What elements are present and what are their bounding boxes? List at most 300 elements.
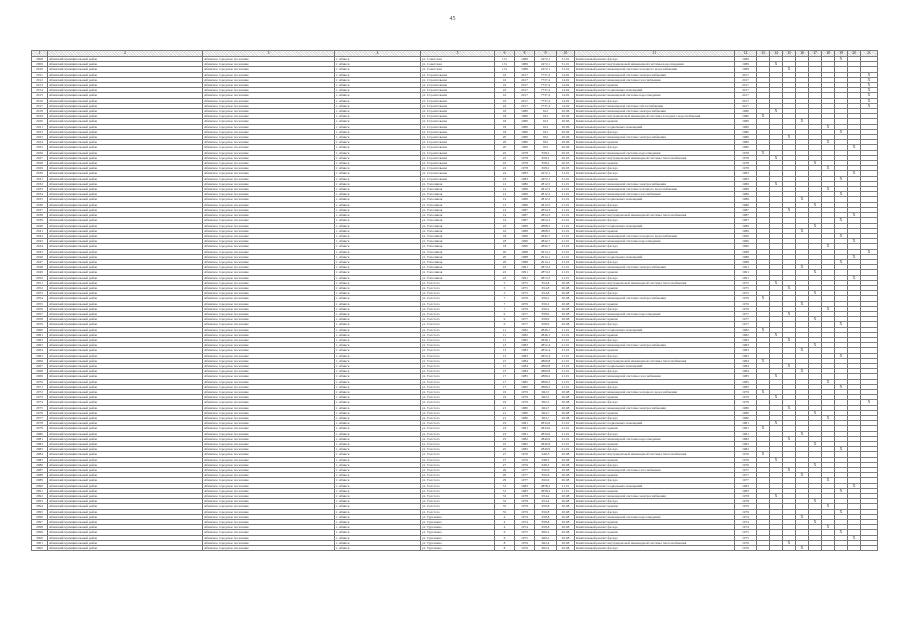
cell-year: 1979 xyxy=(515,509,535,514)
cell-plan: 1974 xyxy=(735,514,757,519)
cell-plan: 1989 xyxy=(735,62,757,67)
cell-m6 xyxy=(822,546,835,551)
cell-street: ул. Тургенева xyxy=(421,520,495,525)
cell-settlement_type: Абинское городское поселение xyxy=(203,296,335,301)
cell-date: 21.01 xyxy=(557,358,575,363)
cell-street: ул. Тополиная xyxy=(421,181,495,186)
cell-settlement_type: Абинское городское поселение xyxy=(203,285,335,290)
cell-num: 2956 xyxy=(32,306,48,311)
cell-settlement_type: Абинское городское поселение xyxy=(203,520,335,525)
cell-year: 1978 xyxy=(515,499,535,504)
cell-year: 1983 xyxy=(515,343,535,348)
cell-settlement_type: Абинское городское поселение xyxy=(203,442,335,447)
cell-work: Капитальный ремонт крыши xyxy=(575,301,735,306)
cell-date: 20.06 xyxy=(557,109,575,114)
cell-area: 7737,4 xyxy=(535,103,557,108)
cell-settlement_type: Абинское городское поселение xyxy=(203,488,335,493)
cell-work: Капитальный ремонт фасада xyxy=(575,166,735,171)
cell-settlement: г. Абинск xyxy=(335,270,421,275)
cell-district: Абинский муниципальный район xyxy=(48,525,203,530)
cell-year: 1986 xyxy=(515,187,535,192)
cell-area: 7737,4 xyxy=(535,77,557,82)
cell-house: 16 xyxy=(495,93,515,98)
cell-date: 20.06 xyxy=(557,145,575,150)
cell-house: 18 xyxy=(495,129,515,134)
cell-m5: X xyxy=(809,202,822,207)
cell-house: 24 xyxy=(495,171,515,176)
cell-work: Капитальный ремонт инженерной системы электроснабжения xyxy=(575,265,735,270)
cell-year: 1978 xyxy=(515,494,535,499)
cell-area: 2874,3 xyxy=(535,270,557,275)
cell-work: Капитальный ремонт внутридомовой инженерной системы теплоснабжения xyxy=(575,155,735,160)
cell-district: Абинский муниципальный район xyxy=(48,390,203,395)
cell-date: 14.02 xyxy=(557,103,575,108)
cell-work: Капитальный ремонт фасада xyxy=(575,171,735,176)
cell-area: 650,6 xyxy=(535,478,557,483)
cell-work: Капитальный ремонт фасада xyxy=(575,447,735,452)
cell-house: 33 xyxy=(495,499,515,504)
cell-m5: X xyxy=(809,317,822,322)
cell-settlement: г. Абинск xyxy=(335,140,421,145)
cell-house: 17 xyxy=(495,374,515,379)
cell-plan: 1979 xyxy=(735,504,757,509)
cell-area: 658,0 xyxy=(535,317,557,322)
cell-year: 1976 xyxy=(515,462,535,467)
cell-work: Капитальный ремонт фасада xyxy=(575,535,735,540)
cell-num: 2983 xyxy=(32,447,48,452)
cell-street: ул. Толстого xyxy=(421,332,495,337)
cell-plan: 1978 xyxy=(735,494,757,499)
cell-year: 1991 xyxy=(515,275,535,280)
cell-num: 2925 xyxy=(32,145,48,150)
cell-num: 2923 xyxy=(32,135,48,140)
cell-num: 2974 xyxy=(32,400,48,405)
cell-district: Абинский муниципальный район xyxy=(48,98,203,103)
cell-num: 2965 xyxy=(32,353,48,358)
cell-date: 31.01 xyxy=(557,62,575,67)
cell-work: Капитальный ремонт фасада xyxy=(575,244,735,249)
cell-area: 612 xyxy=(535,129,557,134)
cell-area: 656,2 xyxy=(535,306,557,311)
cell-area: 2874,3 xyxy=(535,275,557,280)
cell-date: 20.08 xyxy=(557,452,575,457)
cell-settlement_type: Абинское городское поселение xyxy=(203,358,335,363)
cell-street: ул. Толстого xyxy=(421,379,495,384)
cell-house: 29 xyxy=(495,468,515,473)
cell-year: 1981 xyxy=(515,426,535,431)
cell-house: 11 xyxy=(495,327,515,332)
cell-year: 1984 xyxy=(515,363,535,368)
cell-work: Капитальный ремонт фасада xyxy=(575,509,735,514)
cell-work: Капитальный ремонт крыши xyxy=(575,348,735,353)
cell-settlement: г. Абинск xyxy=(335,358,421,363)
cell-year: 1976 xyxy=(515,306,535,311)
cell-settlement_type: Абинское городское поселение xyxy=(203,83,335,88)
cell-district: Абинский муниципальный район xyxy=(48,166,203,171)
cell-settlement: г. Абинск xyxy=(335,109,421,114)
cell-plan: 1982 xyxy=(735,436,757,441)
cell-m5: X xyxy=(809,161,822,166)
cell-house: 6 xyxy=(495,535,515,540)
cell-plan: 1981 xyxy=(735,426,757,431)
cell-date: 21.01 xyxy=(557,483,575,488)
cell-settlement_type: Абинское городское поселение xyxy=(203,327,335,332)
cell-settlement: г. Абинск xyxy=(335,135,421,140)
cell-district: Абинский муниципальный район xyxy=(48,509,203,514)
column-header-year: 8 xyxy=(515,51,535,57)
cell-date: 20.08 xyxy=(557,509,575,514)
cell-work: Капитальный ремонт фасада xyxy=(575,275,735,280)
cell-settlement_type: Абинское городское поселение xyxy=(203,343,335,348)
cell-year: 2017 xyxy=(515,72,535,77)
cell-house: 35 xyxy=(495,504,515,509)
cell-settlement_type: Абинское городское поселение xyxy=(203,504,335,509)
cell-date: 20.03 xyxy=(557,166,575,171)
cell-house: 23 xyxy=(495,426,515,431)
cell-num: 2938 xyxy=(32,213,48,218)
cell-area: 2914,1 xyxy=(535,259,557,264)
cell-year: 1977 xyxy=(515,317,535,322)
cell-m6: X xyxy=(822,379,835,384)
cell-house: 14 xyxy=(495,213,515,218)
cell-house: 23 xyxy=(495,421,515,426)
cell-work: Капитальный ремонт фасада xyxy=(575,384,735,389)
column-header-m2: 14 xyxy=(770,51,783,57)
cell-num: 2997 xyxy=(32,520,48,525)
cell-settlement_type: Абинское городское поселение xyxy=(203,436,335,441)
cell-street: ул. Тополиная xyxy=(421,197,495,202)
column-header-m8: 20 xyxy=(848,51,861,57)
cell-house: 21 xyxy=(495,410,515,415)
cell-work: Капитальный ремонт фасада xyxy=(575,202,735,207)
cell-district: Абинский муниципальный район xyxy=(48,395,203,400)
cell-plan: 1988 xyxy=(735,254,757,259)
cell-district: Абинский муниципальный район xyxy=(48,202,203,207)
cell-district: Абинский муниципальный район xyxy=(48,124,203,129)
cell-work: Капитальный ремонт инженерной системы водоотведения xyxy=(575,150,735,155)
column-header-num: 1 xyxy=(32,51,48,57)
cell-work: Капитальный ремонт инженерной системы электроснабжения xyxy=(575,72,735,77)
cell-district: Абинский муниципальный район xyxy=(48,379,203,384)
cell-district: Абинский муниципальный район xyxy=(48,494,203,499)
cell-work: Капитальный ремонт фасада xyxy=(575,416,735,421)
cell-area: 2834,6 xyxy=(535,431,557,436)
cell-house: 29 xyxy=(495,478,515,483)
cell-area: 662,4 xyxy=(535,546,557,551)
cell-date: 21.01 xyxy=(557,348,575,353)
cell-date: 14.02 xyxy=(557,83,575,88)
cell-work: Капитальный ремонт инженерной системы холодного водоснабжения xyxy=(575,187,735,192)
cell-year: 1975 xyxy=(515,280,535,285)
cell-house: 19 xyxy=(495,390,515,395)
cell-plan: 1986 xyxy=(735,187,757,192)
register-sheet xyxy=(31,50,877,551)
column-header-date: 10 xyxy=(557,51,575,57)
cell-district: Абинский муниципальный район xyxy=(48,244,203,249)
cell-area: 662,5 xyxy=(535,400,557,405)
cell-m4: X xyxy=(796,431,809,436)
cell-num: 2961 xyxy=(32,332,48,337)
cell-num: 2940 xyxy=(32,223,48,228)
cell-settlement: г. Абинск xyxy=(335,218,421,223)
cell-settlement: г. Абинск xyxy=(335,103,421,108)
cell-plan: 1977 xyxy=(735,478,757,483)
cell-settlement: г. Абинск xyxy=(335,150,421,155)
cell-num: 2980 xyxy=(32,431,48,436)
cell-num: 2946 xyxy=(32,254,48,259)
cell-settlement_type: Абинское городское поселение xyxy=(203,135,335,140)
cell-area: 664,7 xyxy=(535,410,557,415)
cell-area: 650,6 xyxy=(535,468,557,473)
cell-house: 16 xyxy=(495,223,515,228)
cell-settlement_type: Абинское городское поселение xyxy=(203,254,335,259)
cell-work: Капитальный ремонт внутридомовой инженерной системы теплоснабжения xyxy=(575,358,735,363)
cell-settlement: г. Абинск xyxy=(335,129,421,134)
cell-num: 2954 xyxy=(32,296,48,301)
cell-m8: X xyxy=(848,535,861,540)
cell-settlement_type: Абинское городское поселение xyxy=(203,337,335,342)
cell-m9: X xyxy=(861,249,878,254)
cell-plan: 1989 xyxy=(735,223,757,228)
cell-date: 20.08 xyxy=(557,457,575,462)
cell-settlement: г. Абинск xyxy=(335,93,421,98)
cell-house: 35 xyxy=(495,509,515,514)
cell-settlement: г. Абинск xyxy=(335,233,421,238)
cell-street: ул. Толстого xyxy=(421,473,495,478)
cell-date: 20.06 xyxy=(557,124,575,129)
cell-district: Абинский муниципальный район xyxy=(48,348,203,353)
cell-plan: 1982 xyxy=(735,332,757,337)
cell-street: ул. Толстого xyxy=(421,322,495,327)
cell-work: Капитальный ремонт внутридомовой инженерной системы теплоснабжения xyxy=(575,213,735,218)
cell-plan: 1980 xyxy=(735,140,757,145)
cell-settlement: г. Абинск xyxy=(335,395,421,400)
cell-m7 xyxy=(835,546,848,551)
cell-date: 20.08 xyxy=(557,280,575,285)
cell-settlement: г. Абинск xyxy=(335,348,421,353)
cell-house: 27 xyxy=(495,457,515,462)
cell-work: Капитальный ремонт фасада xyxy=(575,259,735,264)
cell-street: ул. Толстого xyxy=(421,452,495,457)
cell-date: 21.01 xyxy=(557,244,575,249)
cell-num: 2943 xyxy=(32,239,48,244)
cell-plan: 1977 xyxy=(735,311,757,316)
cell-m1: X xyxy=(757,114,770,119)
cell-date: 21.01 xyxy=(557,254,575,259)
cell-m3: X xyxy=(783,337,796,342)
cell-plan: 1980 xyxy=(735,129,757,134)
cell-m9: X xyxy=(861,103,878,108)
cell-num: 2995 xyxy=(32,509,48,514)
cell-year: 1985 xyxy=(515,379,535,384)
cell-date: 14.02 xyxy=(557,93,575,98)
cell-settlement: г. Абинск xyxy=(335,77,421,82)
cell-work: Капитальный ремонт фасада xyxy=(575,478,735,483)
cell-num: 2909 xyxy=(32,62,48,67)
cell-m7: X xyxy=(835,218,848,223)
cell-house: 9 xyxy=(495,317,515,322)
cell-house: 4 xyxy=(495,525,515,530)
cell-work: Капитальный ремонт инженерной системы холодного водоснабжения xyxy=(575,390,735,395)
cell-settlement: г. Абинск xyxy=(335,483,421,488)
cell-work: Капитальный ремонт фасада xyxy=(575,546,735,551)
cell-settlement_type: Абинское городское поселение xyxy=(203,228,335,233)
cell-date: 31.01 xyxy=(557,176,575,181)
cell-year: 1977 xyxy=(515,478,535,483)
cell-district: Абинский муниципальный район xyxy=(48,119,203,124)
cell-plan: 1975 xyxy=(735,530,757,535)
cell-year: 1975 xyxy=(515,285,535,290)
cell-area: 2472,1 xyxy=(535,171,557,176)
cell-plan: 1978 xyxy=(735,155,757,160)
cell-work: Капитальный ремонт крыши xyxy=(575,207,735,212)
cell-m3: X xyxy=(783,363,796,368)
cell-district: Абинский муниципальный район xyxy=(48,306,203,311)
cell-num: 2982 xyxy=(32,442,48,447)
cell-district: Абинский муниципальный район xyxy=(48,233,203,238)
cell-district: Абинский муниципальный район xyxy=(48,140,203,145)
cell-settlement_type: Абинское городское поселение xyxy=(203,410,335,415)
cell-num: 2952 xyxy=(32,285,48,290)
cell-settlement_type: Абинское городское поселение xyxy=(203,114,335,119)
cell-date: 21.01 xyxy=(557,431,575,436)
cell-num: 2970 xyxy=(32,379,48,384)
cell-house: 8 xyxy=(495,546,515,551)
cell-m4: X xyxy=(796,228,809,233)
cell-plan: 1991 xyxy=(735,265,757,270)
cell-settlement: г. Абинск xyxy=(335,525,421,530)
cell-plan: 1979 xyxy=(735,509,757,514)
cell-m8: X xyxy=(848,254,861,259)
cell-street: ул. Тургенева xyxy=(421,535,495,540)
cell-year: 1979 xyxy=(515,504,535,509)
cell-date: 20.08 xyxy=(557,520,575,525)
cell-work: Капитальный ремонт фасада xyxy=(575,400,735,405)
cell-date: 21.01 xyxy=(557,197,575,202)
cell-street: ул. Толстого xyxy=(421,343,495,348)
cell-district: Абинский муниципальный район xyxy=(48,384,203,389)
cell-m8 xyxy=(848,546,861,551)
cell-settlement: г. Абинск xyxy=(335,311,421,316)
cell-year: 1982 xyxy=(515,327,535,332)
cell-settlement: г. Абинск xyxy=(335,363,421,368)
cell-house: 16 xyxy=(495,83,515,88)
cell-year: 1990 xyxy=(515,239,535,244)
cell-plan: 1980 xyxy=(735,109,757,114)
cell-m1: X xyxy=(757,452,770,457)
cell-street: ул. Толстого xyxy=(421,348,495,353)
cell-district: Абинский муниципальный район xyxy=(48,129,203,134)
cell-date: 20.08 xyxy=(557,400,575,405)
cell-num: 2941 xyxy=(32,228,48,233)
cell-street: ул. Толстого xyxy=(421,353,495,358)
cell-m6: X xyxy=(822,187,835,192)
cell-date: 14.02 xyxy=(557,77,575,82)
cell-plan: 1978 xyxy=(735,150,757,155)
cell-street: ул. Толстого xyxy=(421,400,495,405)
cell-house: 16 xyxy=(495,88,515,93)
cell-settlement_type: Абинское городское поселение xyxy=(203,176,335,181)
cell-settlement_type: Абинское городское поселение xyxy=(203,150,335,155)
cell-house: 21 xyxy=(495,405,515,410)
cell-date: 20.08 xyxy=(557,390,575,395)
cell-district: Абинский муниципальный район xyxy=(48,249,203,254)
cell-district: Абинский муниципальный район xyxy=(48,77,203,82)
cell-date: 20.06 xyxy=(557,129,575,134)
cell-district: Абинский муниципальный район xyxy=(48,67,203,72)
cell-area: 2860,8 xyxy=(535,369,557,374)
cell-plan: 1974 xyxy=(735,520,757,525)
cell-plan: 1978 xyxy=(735,161,757,166)
cell-m1: X xyxy=(757,390,770,395)
cell-house: 18 xyxy=(495,124,515,129)
cell-district: Абинский муниципальный район xyxy=(48,462,203,467)
cell-settlement_type: Абинское городское поселение xyxy=(203,67,335,72)
cell-street: ул. Тополиная xyxy=(421,244,495,249)
cell-date: 20.08 xyxy=(557,291,575,296)
cell-settlement: г. Абинск xyxy=(335,410,421,415)
cell-num: 2964 xyxy=(32,348,48,353)
cell-m6: X xyxy=(822,140,835,145)
cell-district: Абинский муниципальный район xyxy=(48,213,203,218)
cell-house: 14 xyxy=(495,218,515,223)
cell-num: 2996 xyxy=(32,514,48,519)
cell-date: 20.08 xyxy=(557,395,575,400)
cell-area: 2854,3 xyxy=(535,213,557,218)
cell-date: 20.08 xyxy=(557,514,575,519)
cell-house: 16 xyxy=(495,228,515,233)
cell-date: 21.01 xyxy=(557,233,575,238)
cell-date: 21.01 xyxy=(557,223,575,228)
cell-num: 2908 xyxy=(32,57,48,62)
cell-work: Капитальный ремонт инженерной системы электроснабжения xyxy=(575,181,735,186)
cell-street: ул. Толстого xyxy=(421,416,495,421)
cell-year: 1982 xyxy=(515,332,535,337)
cell-house: 20 xyxy=(495,259,515,264)
cell-m3: X xyxy=(783,311,796,316)
cell-date: 20.08 xyxy=(557,499,575,504)
cell-work: Капитальный ремонт подвальных помещений xyxy=(575,483,735,488)
cell-settlement: г. Абинск xyxy=(335,306,421,311)
cell-num: 2998 xyxy=(32,525,48,530)
cell-m5: X xyxy=(809,291,822,296)
cell-settlement_type: Абинское городское поселение xyxy=(203,77,335,82)
cell-work: Капитальный ремонт фасада xyxy=(575,499,735,504)
cell-date: 20.03 xyxy=(557,150,575,155)
cell-year: 1974 xyxy=(515,525,535,530)
cell-date: 20.06 xyxy=(557,140,575,145)
cell-house: 22 xyxy=(495,275,515,280)
cell-m5: X xyxy=(809,343,822,348)
cell-m6: X xyxy=(822,504,835,509)
cell-plan: 2017 xyxy=(735,83,757,88)
cell-date: 21.01 xyxy=(557,181,575,186)
cell-settlement: г. Абинск xyxy=(335,285,421,290)
cell-settlement: г. Абинск xyxy=(335,228,421,233)
column-header-district: 2 xyxy=(48,51,203,57)
cell-m5: X xyxy=(809,499,822,504)
cell-district: Абинский муниципальный район xyxy=(48,83,203,88)
cell-area: 662,5 xyxy=(535,395,557,400)
cell-m2: X xyxy=(770,109,783,114)
cell-date: 21.01 xyxy=(557,202,575,207)
cell-settlement: г. Абинск xyxy=(335,457,421,462)
cell-settlement_type: Абинское городское поселение xyxy=(203,374,335,379)
cell-m4: X xyxy=(796,301,809,306)
cell-m1 xyxy=(757,546,770,551)
cell-plan: 1975 xyxy=(735,535,757,540)
cell-plan: 1979 xyxy=(735,400,757,405)
